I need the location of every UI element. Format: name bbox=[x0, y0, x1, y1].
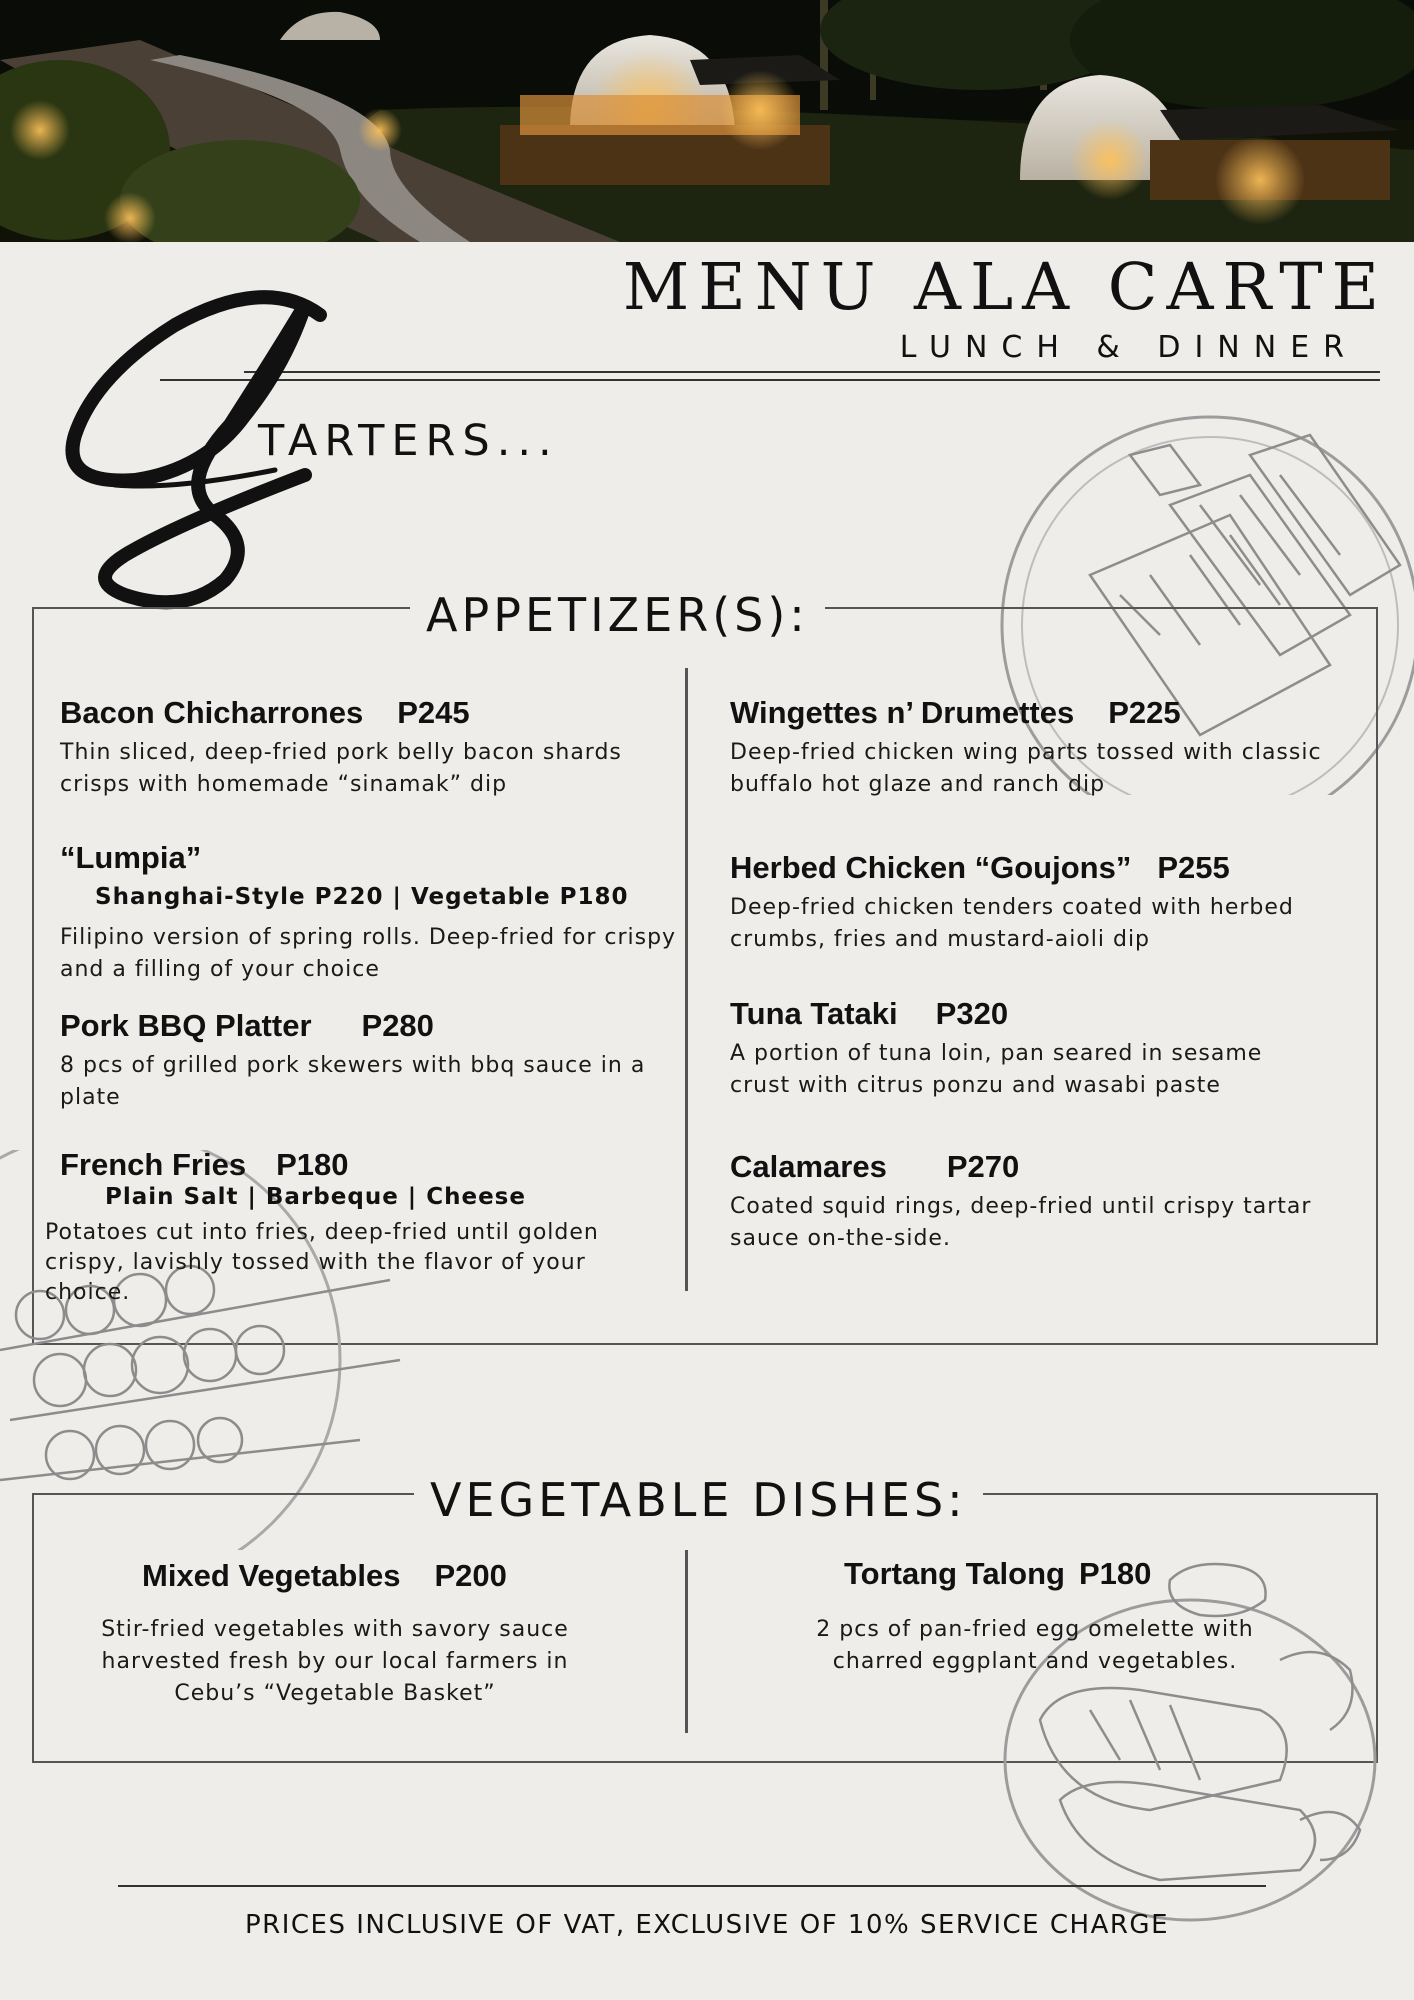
menu-item-price: P200 bbox=[434, 1558, 507, 1593]
appetizers-title: APPETIZER(S): bbox=[410, 588, 825, 642]
title-rule-bottom bbox=[160, 379, 1380, 381]
title-rule-top bbox=[244, 371, 1380, 373]
menu-item-desc: 2 pcs of pan-fried egg omelette with charred eggplant and vegetables. bbox=[816, 1617, 1254, 1674]
menu-item-desc: Deep-fried chicken wing parts tossed with classic buffalo hot glaze and ranch dip bbox=[730, 740, 1322, 797]
menu-item-desc: Coated squid rings, deep-fried until crispy tartar sauce on-the-side. bbox=[730, 1194, 1312, 1251]
menu-item-name: Herbed Chicken “Goujons” P255 bbox=[730, 850, 1230, 885]
menu-item-price: P280 bbox=[361, 1008, 434, 1043]
menu-item-price: P180 bbox=[276, 1147, 349, 1182]
menu-item-name: Tortang Talong P180 bbox=[844, 1556, 1152, 1591]
menu-item-name: Tuna Tataki P320 bbox=[730, 996, 1009, 1031]
menu-item-desc: Filipino version of spring rolls. Deep-fried for crispy and a filling of your choice bbox=[60, 925, 677, 982]
hero-photo bbox=[0, 0, 1414, 242]
menu-item-options: Plain Salt | Barbeque | Cheese bbox=[105, 1184, 526, 1210]
menu-item-price: P255 bbox=[1157, 850, 1230, 885]
menu-item-price: P225 bbox=[1108, 695, 1181, 730]
footer-rule bbox=[118, 1885, 1266, 1887]
menu-item-desc: Potatoes cut into fries, deep-fried until golden crispy, lavishly tossed with the flavor of your choice. bbox=[45, 1220, 599, 1305]
menu-item-name: French Fries P180 bbox=[60, 1147, 349, 1182]
menu-item-name: “Lumpia” bbox=[60, 840, 202, 875]
menu-item-price: P320 bbox=[935, 996, 1009, 1031]
menu-item-desc: Thin sliced, deep-fried pork belly bacon shards crisps with homemade “sinamak” dip bbox=[60, 740, 622, 797]
menu-item-name: Pork BBQ Platter P280 bbox=[60, 1008, 434, 1043]
menu-item-desc: 8 pcs of grilled pork skewers with bbq sauce in a plate bbox=[60, 1053, 646, 1110]
menu-item-price: P180 bbox=[1078, 1556, 1152, 1591]
menu-item-desc: Deep-fried chicken tenders coated with herbed crumbs, fries and mustard-aioli dip bbox=[730, 895, 1294, 952]
menu-subtitle: LUNCH & DINNER bbox=[899, 330, 1358, 365]
menu-item-name: Mixed Vegetables P200 bbox=[142, 1558, 507, 1593]
menu-item-name: Bacon Chicharrones P245 bbox=[60, 695, 470, 730]
vegetables-divider bbox=[685, 1550, 688, 1733]
menu-item-price: P245 bbox=[397, 695, 470, 730]
menu-item-options: Shanghai-Style P220 | Vegetable P180 bbox=[95, 884, 629, 910]
menu-item-desc: A portion of tuna loin, pan seared in sesame crust with citrus ponzu and wasabi paste bbox=[730, 1041, 1263, 1098]
menu-item-desc: Stir-fried vegetables with savory sauce harvested fresh by our local farmers in Cebu’s “Vegetable Basket” bbox=[101, 1617, 569, 1706]
menu-item-name: Wingettes n’ Drumettes P225 bbox=[730, 695, 1181, 730]
menu-title: MENU ALA CARTE bbox=[622, 250, 1388, 325]
menu-item-price: P270 bbox=[946, 1149, 1020, 1184]
skewers-sketch bbox=[0, 1150, 420, 1550]
section-heading: TARTERS... bbox=[258, 416, 559, 466]
vegetables-title: VEGETABLE DISHES: bbox=[414, 1473, 983, 1527]
menu-item-name: Calamares P270 bbox=[730, 1149, 1020, 1184]
footer-note: PRICES INCLUSIVE OF VAT, EXCLUSIVE OF 10% SERVICE CHARGE bbox=[244, 1910, 1169, 1940]
